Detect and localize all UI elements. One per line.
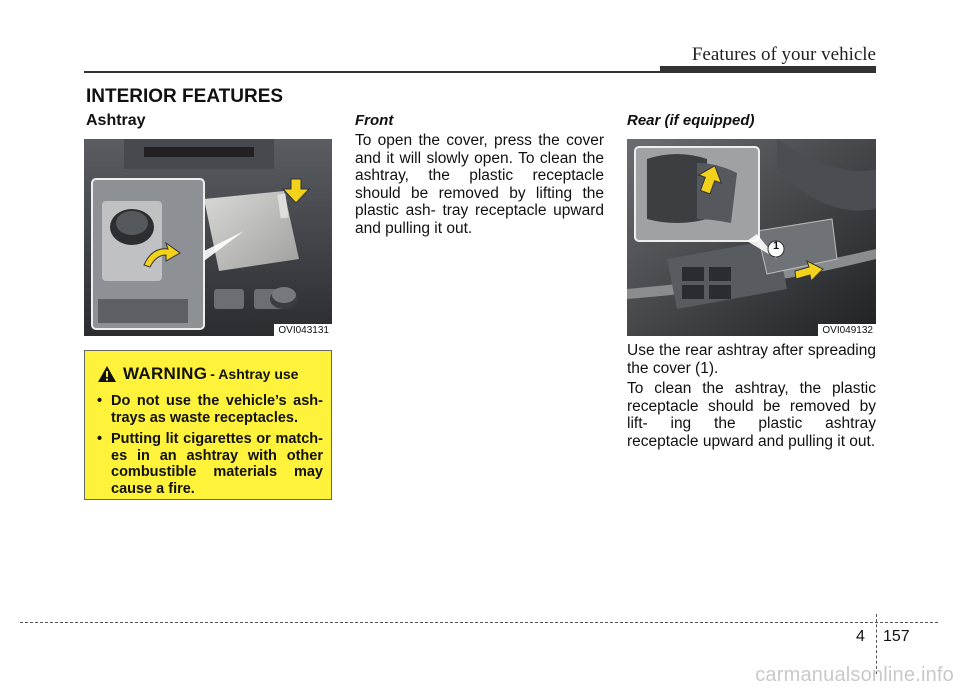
running-header: Features of your vehicle xyxy=(691,44,876,65)
rear-heading: Rear (if equipped) xyxy=(627,112,755,129)
rear-ashtray-photo xyxy=(627,139,876,336)
front-ashtray-illustration xyxy=(84,139,332,336)
rear-body-text-1: Use the rear ashtray after spreading the cover (1). xyxy=(627,342,876,377)
front-body-text: To open the cover, press the cover and it will slowly open. To clean the ashtray, the plastic receptacle should be removed by lifting the plastic ash- tray receptacle upward and pulling it out. xyxy=(355,132,604,237)
warning-list xyxy=(97,393,323,502)
section-title: INTERIOR FEATURES xyxy=(86,86,284,107)
warning-box xyxy=(84,350,332,500)
callout-number: 1 xyxy=(772,240,780,252)
header-rule-accent xyxy=(660,66,876,73)
image-code: OVI049132 xyxy=(818,324,876,336)
rear-body-text-2: To clean the ashtray, the plastic receptacle should be removed by lift- ing the plastic ashtray receptacle upward and pulling it out. xyxy=(627,380,876,450)
page-number: 157 xyxy=(883,628,910,645)
warning-subtitle: - Ashtray use xyxy=(210,366,299,382)
watermark: carmanualsonline.info xyxy=(755,664,954,686)
image-code: OVI043131 xyxy=(274,324,332,336)
ashtray-heading: Ashtray xyxy=(86,112,146,129)
warning-title-row xyxy=(97,364,298,384)
warning-item: • Putting lit cigarettes or match- es in an ashtray with other combustible materials may cause a fire. xyxy=(97,431,323,497)
rear-ashtray-illustration xyxy=(627,139,876,336)
warning-item: • Do not use the vehicle’s ash- trays as waste receptacles. xyxy=(97,393,323,426)
front-ashtray-photo xyxy=(84,139,332,336)
front-heading: Front xyxy=(355,112,394,129)
warning-title: WARNING xyxy=(123,364,208,383)
footer-rule xyxy=(20,622,938,623)
warning-triangle-icon xyxy=(97,365,117,383)
chapter-number: 4 xyxy=(856,628,865,645)
